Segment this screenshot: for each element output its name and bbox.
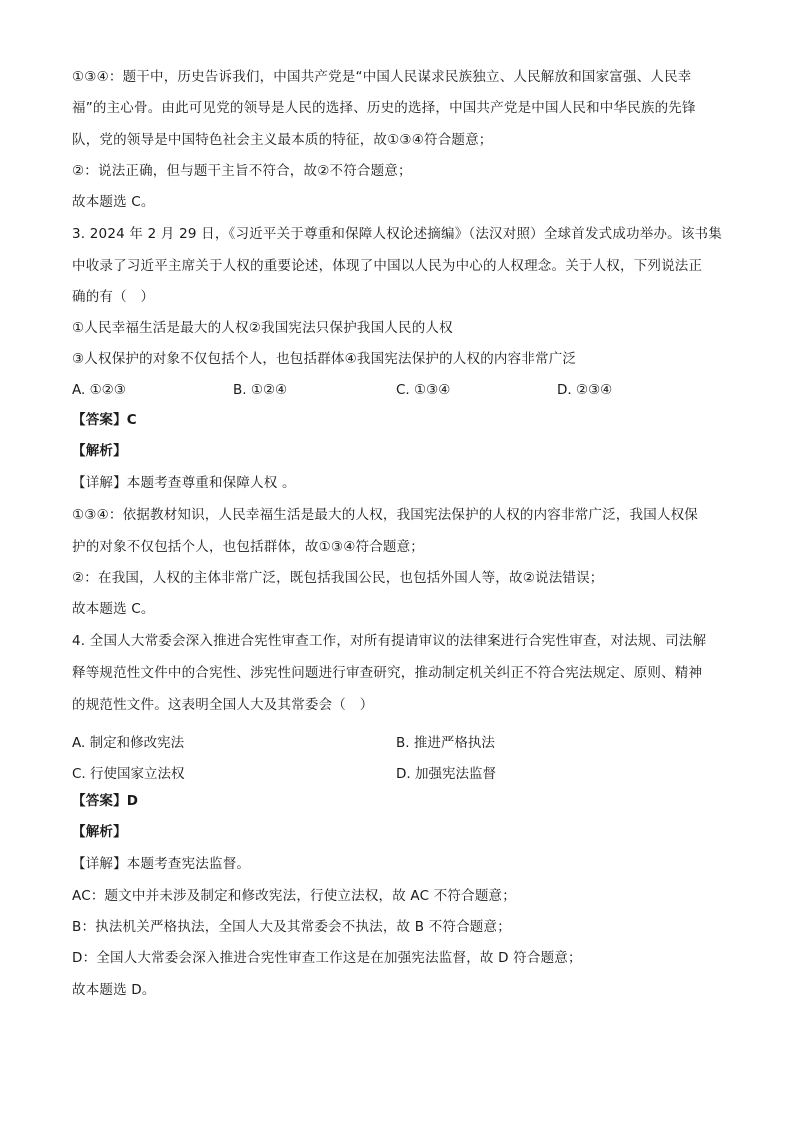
question-4-option-a: A. 制定和修改宪法 — [72, 735, 185, 751]
detail-text: ①③④：依据教材知识，人民幸福生活是最大的人权，我国宪法保护的人权的内容非常广泛，我国人权保 — [72, 507, 699, 523]
answer-text: 福”的主心骨。由此可见党的领导是人民的选择、历史的选择，中国共产党是中国人民和中华民族的先锋 — [72, 100, 696, 116]
answer-label: 【答案】D — [72, 793, 139, 809]
question-4-option-d: D. 加强宪法监督 — [396, 766, 496, 782]
question-4-stem: 的规范性文件。这表明全国人大及其常委会（ ） — [72, 697, 374, 713]
detail-text: 护的对象不仅包括个人，也包括群体，故①③④符合题意； — [72, 539, 425, 555]
detail-text: B：执法机关严格执法，全国人大及其常委会不执法，故 B 不符合题意； — [72, 919, 511, 935]
question-3-option-d: D. ②③④ — [557, 382, 613, 398]
analysis-label: 【解析】 — [72, 824, 127, 840]
question-3-statements: ③人权保护的对象不仅包括个人，也包括群体④我国宪法保护的人权的内容非常广泛 — [72, 351, 577, 367]
detail-text: 【详解】本题考查宪法监督。 — [72, 856, 251, 872]
question-4-option-c: C. 行使国家立法权 — [72, 766, 185, 782]
detail-text: 【详解】本题考查尊重和保障人权 。 — [72, 475, 296, 491]
detail-text: ②：在我国，人权的主体非常广泛，既包括我国公民，也包括外国人等，故②说法错误； — [72, 570, 604, 586]
question-4-option-b: B. 推进严格执法 — [396, 735, 495, 751]
detail-text: AC：题文中并未涉及制定和修改宪法，行使立法权，故 AC 不符合题意； — [72, 888, 516, 904]
question-3-option-b: B. ①②④ — [233, 382, 288, 398]
conclusion: 故本题选 D。 — [72, 982, 156, 998]
conclusion: 故本题选 C。 — [72, 601, 155, 617]
conclusion: 故本题选 C。 — [72, 194, 155, 210]
question-3-stem: 中收录了习近平主席关于人权的重要论述，体现了中国以人民为中心的人权理念。关于人权，下列说法正 — [72, 258, 703, 274]
question-4-stem: 4. 全国人大常委会深入推进合宪性审查工作，对所有提请审议的法律案进行合宪性审查，对法规、司法解 — [72, 633, 707, 649]
question-3-option-a: A. ①②③ — [72, 382, 126, 398]
answer-text: ①③④：题干中，历史告诉我们，中国共产党是“中国人民谋求民族独立、人民解放和国家富强、人民幸 — [72, 69, 692, 85]
question-3-stem: 确的有（ ） — [72, 289, 155, 305]
question-3-option-c: C. ①③④ — [396, 382, 451, 398]
detail-text: D：全国人大常委会深入推进合宪性审查工作这是在加强宪法监督，故 D 符合题意； — [72, 950, 582, 966]
question-3-stem: 3. 2024 年 2 月 29 日，《习近平关于尊重和保障人权论述摘编》（法汉对照）全球首发式成功举办。该书集 — [72, 226, 722, 242]
analysis-label: 【解析】 — [72, 443, 127, 459]
question-3-statements: ①人民幸福生活是最大的人权②我国宪法只保护我国人民的人权 — [72, 320, 453, 336]
question-4-stem: 释等规范性文件中的合宪性、涉宪性问题进行审查研究，推动制定机关纠正不符合宪法规定、原则、精神 — [72, 665, 703, 681]
answer-text: 队，党的领导是中国特色社会主义最本质的特征，故①③④符合题意； — [72, 132, 493, 148]
answer-text: ②：说法正确，但与题干主旨不符合，故②不符合题意； — [72, 163, 412, 179]
answer-label: 【答案】C — [72, 412, 137, 428]
